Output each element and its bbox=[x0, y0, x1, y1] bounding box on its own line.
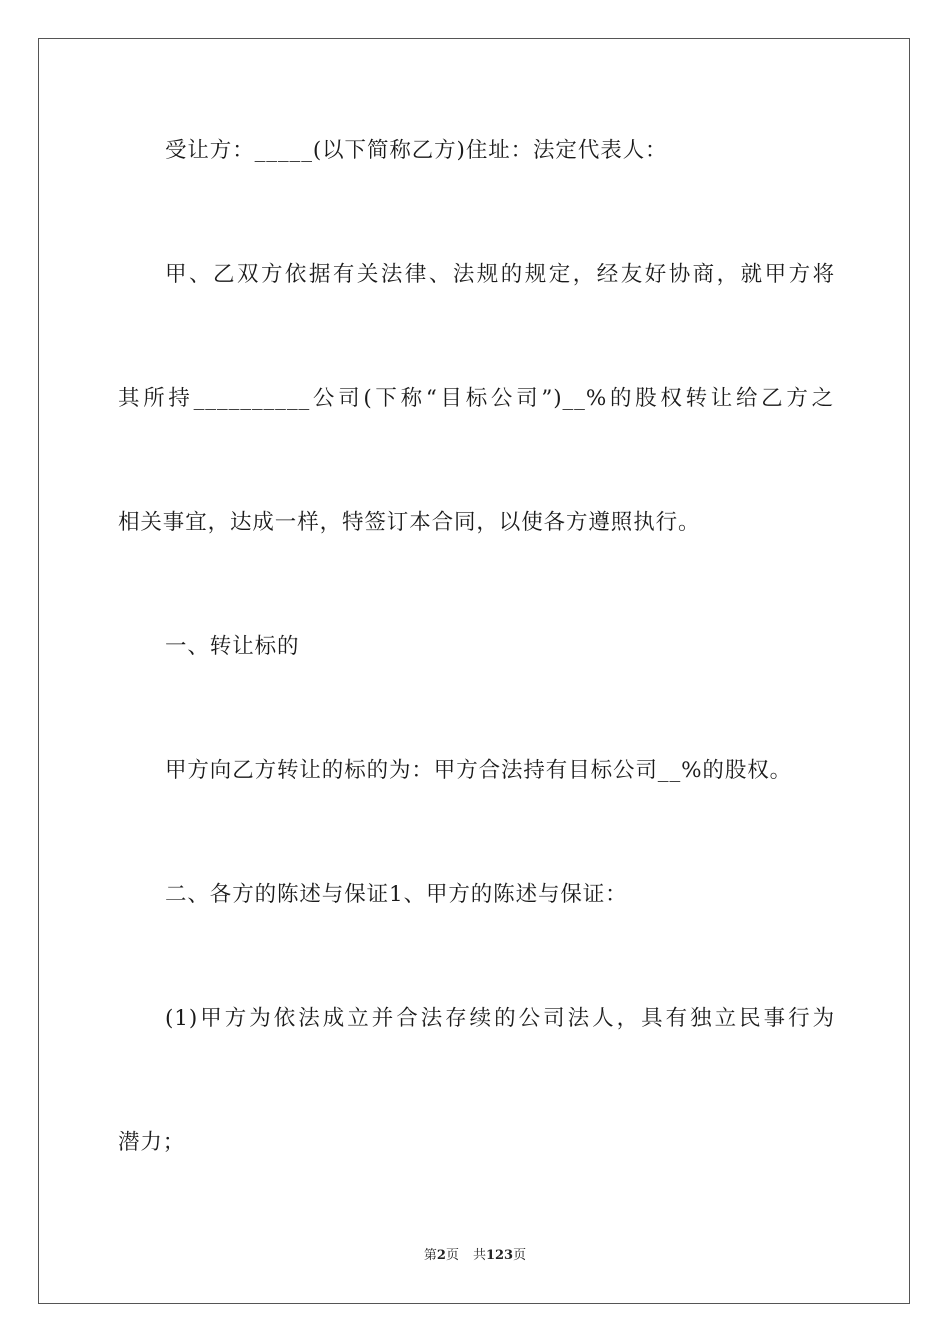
footer-prefix: 第 bbox=[423, 1248, 437, 1263]
footer-page-suffix: 页 bbox=[445, 1248, 459, 1263]
paragraph-line: 受让方：_____(以下简称乙方)住址：法定代表人： bbox=[165, 138, 668, 163]
footer-page-number: 2 bbox=[436, 1248, 446, 1263]
paragraph-line: 相关事宜，达成一样，特签订本合同，以使各方遵照执行。 bbox=[118, 510, 701, 535]
paragraph-line: 甲方向乙方转让的标的为：甲方合法持有目标公司__%的股权。 bbox=[165, 758, 793, 783]
footer-total-prefix: 共 bbox=[472, 1248, 486, 1263]
footer-total-pages: 123 bbox=[485, 1248, 514, 1263]
paragraph-line: (1)甲方为依法成立并合法存续的公司法人，具有独立民事行为 bbox=[165, 1006, 835, 1031]
paragraph-line: 其所持__________公司(下称“目标公司”)__%的股权转让给乙方之 bbox=[118, 386, 834, 411]
paragraph-line: 潜力； bbox=[118, 1130, 186, 1155]
footer-total-suffix: 页 bbox=[513, 1248, 527, 1263]
paragraph-line: 甲、乙双方依据有关法律、法规的规定，经友好协商，就甲方将 bbox=[165, 262, 835, 287]
section-heading: 一、转让标的 bbox=[165, 634, 300, 659]
page-border bbox=[38, 38, 910, 1304]
page-footer bbox=[0, 1247, 950, 1265]
section-heading: 二、各方的陈述与保证1、甲方的陈述与保证： bbox=[165, 882, 628, 907]
